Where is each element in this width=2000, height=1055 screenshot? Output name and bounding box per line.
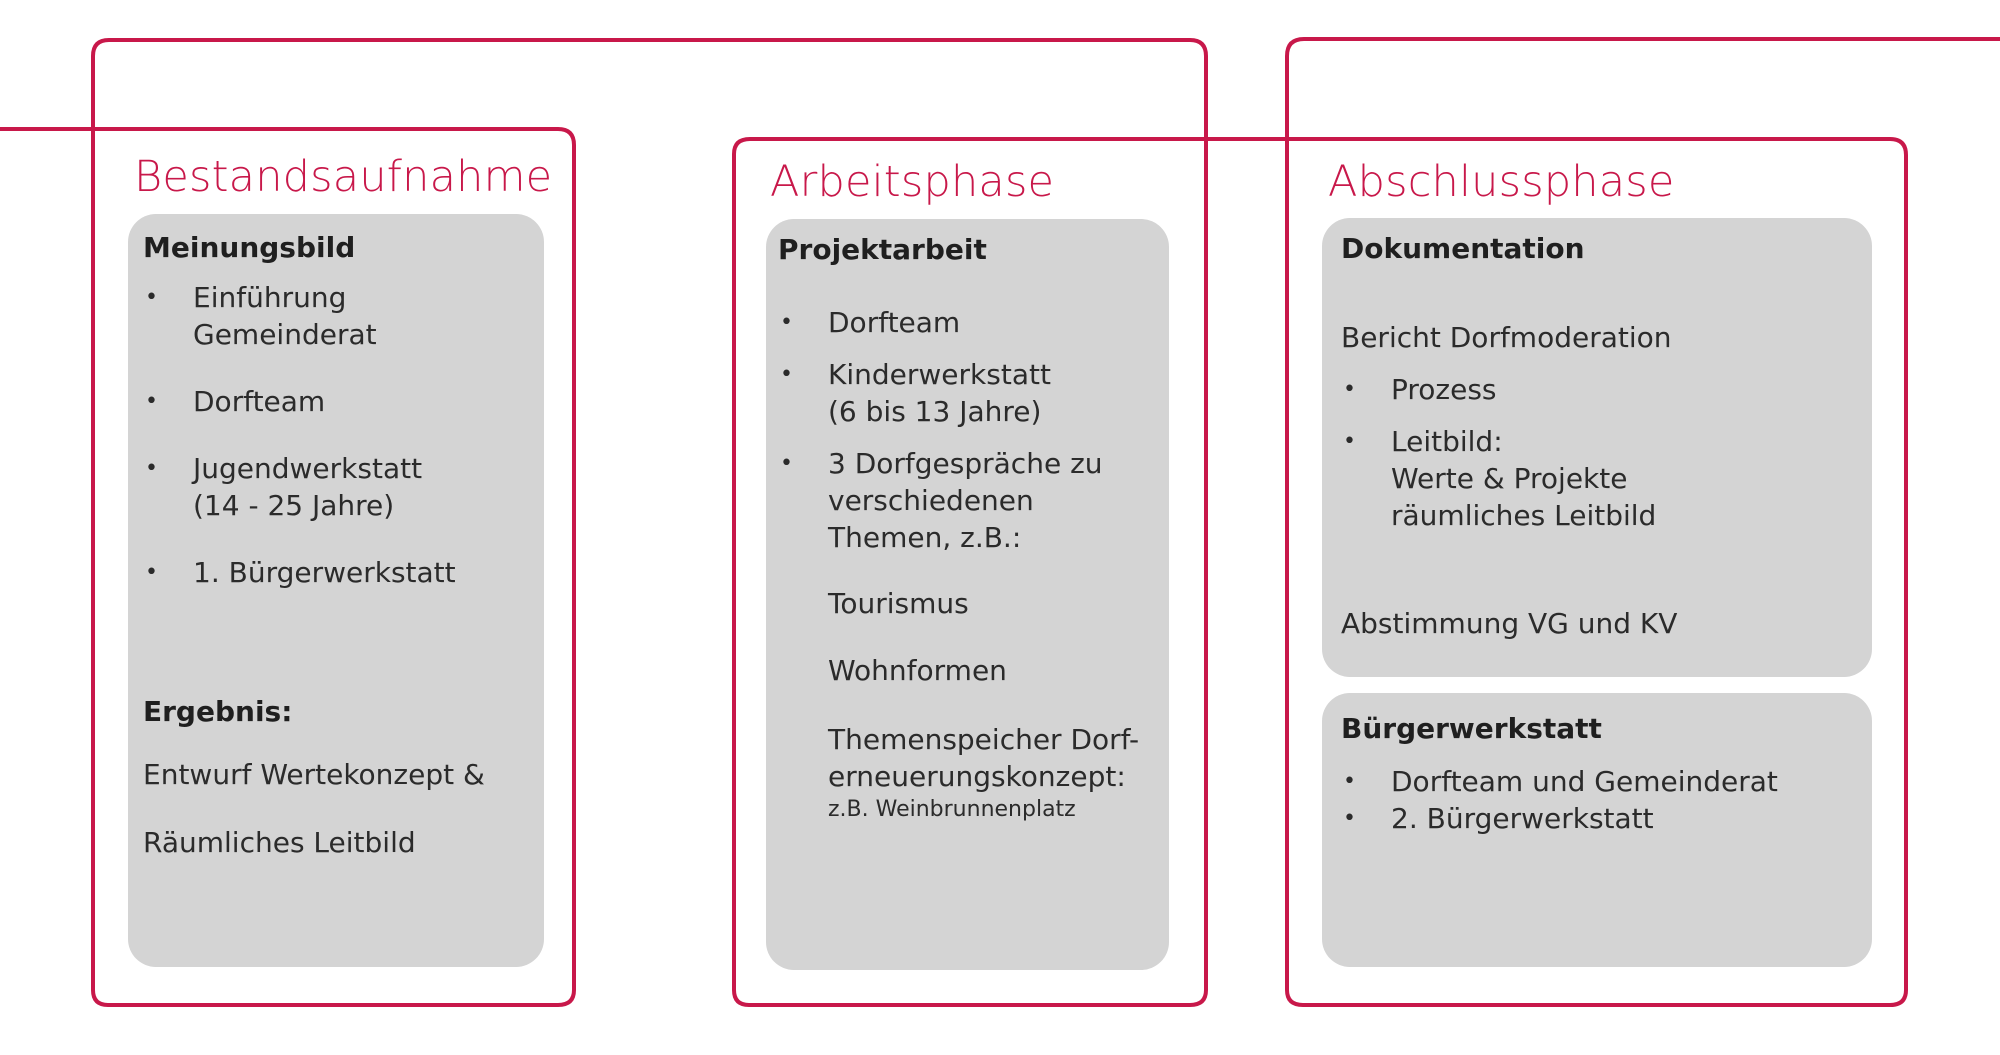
card-dokumentation: [1322, 218, 1872, 677]
list-item: • Dorfteam und Gemeinderat: [1341, 763, 1861, 800]
card-title-projektarbeit: Projektarbeit: [778, 233, 987, 266]
list-item: • Dorfteam: [778, 304, 1163, 341]
result-title: Ergebnis:: [143, 695, 293, 728]
list-item: • Kinderwerkstatt (6 bis 13 Jahre): [778, 356, 1163, 430]
phase-title-bestandsaufnahme: Bestandsaufnahme: [134, 152, 553, 202]
topic-item: Wohnformen: [828, 654, 1007, 687]
phase-title-arbeitsphase: Arbeitsphase: [770, 157, 1055, 207]
list-item: • Einführung Gemeinderat: [143, 279, 533, 353]
result-line: Räumliches Leitbild: [143, 826, 416, 859]
speicher-note: z.B. Weinbrunnenplatz: [828, 797, 1076, 822]
doc-intro: Bericht Dorfmoderation: [1341, 321, 1672, 354]
list-item: • Leitbild: Werte & Projekte räumliches Leitbild: [1341, 423, 1861, 534]
list-item: • Dorfteam: [143, 383, 533, 420]
list-item: • 2. Bürgerwerkstatt: [1341, 800, 1861, 837]
result-line: Entwurf Wertekonzept &: [143, 758, 485, 791]
speicher-line: erneuerungskonzept:: [828, 760, 1126, 793]
card-meinungsbild: [128, 214, 544, 967]
list-item: • 3 Dorfgespräche zu verschiedenen Themen, z.B.:: [778, 445, 1163, 556]
list-item: • 1. Bürgerwerkstatt: [143, 554, 533, 591]
list-item: • Jugendwerkstatt (14 - 25 Jahre): [143, 450, 533, 524]
card-title-meinungsbild: Meinungsbild: [143, 231, 356, 264]
doc-footer: Abstimmung VG und KV: [1341, 607, 1678, 640]
card-buergerwerkstatt: [1322, 693, 1872, 967]
card-title-dokumentation: Dokumentation: [1341, 232, 1585, 265]
topic-item: Tourismus: [828, 587, 969, 620]
speicher-line: Themenspeicher Dorf-: [828, 723, 1140, 756]
card-projektarbeit: [766, 219, 1169, 970]
card-title-buergerwerkstatt: Bürgerwerkstatt: [1341, 712, 1602, 745]
list-item: • Prozess: [1341, 371, 1861, 408]
phase-title-abschlussphase: Abschlussphase: [1328, 157, 1675, 207]
